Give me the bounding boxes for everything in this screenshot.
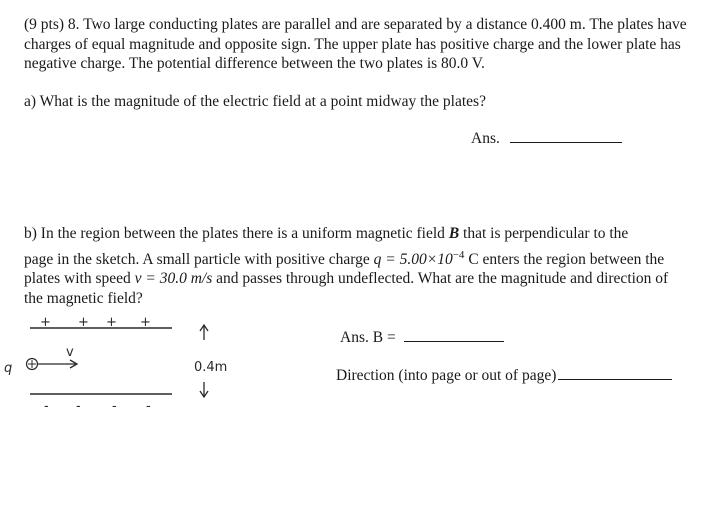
part-b-answer-line	[340, 328, 504, 348]
charge-exponent: −4	[452, 248, 465, 261]
velocity-label: v	[66, 345, 74, 360]
plus-sign: +	[78, 315, 89, 330]
part-b-answer-label: Ans. B =	[340, 329, 396, 346]
magnetic-field-symbol: B	[448, 225, 460, 242]
minus-sign: -	[44, 399, 49, 414]
part-b-text-1: b) In the region between the plates there is a uniform magnetic field	[24, 225, 449, 242]
separation-label: 0.4m	[194, 360, 228, 375]
part-a-answer-blank[interactable]	[510, 141, 622, 143]
part-a-question: a) What is the magnitude of the electric field at a point midway the plates?	[24, 93, 486, 110]
part-b-text-2a: page in the sketch. A small particle with positive charge	[24, 250, 374, 268]
part-b-answer-blank[interactable]	[404, 340, 504, 342]
plus-sign: +	[40, 315, 51, 330]
plus-sign: +	[106, 315, 117, 330]
plus-sign: +	[140, 315, 151, 330]
part-a-answer-line	[471, 129, 622, 149]
part-b-direction-blank[interactable]	[558, 378, 672, 380]
part-b-question	[24, 224, 688, 308]
charge-expression: q = 5.00×10	[373, 250, 453, 268]
part-b-text-2c: and passes through undeflected. What are the magnitude and direction of the magnetic field?	[24, 270, 669, 307]
plates-sketch	[0, 310, 260, 420]
part-b-direction-label: Direction (into page or out of page)	[336, 367, 557, 384]
part-b-text-2b: C enters the region between the plates with speed	[24, 250, 665, 287]
part-b-line-2	[24, 250, 688, 309]
charge-label: q	[4, 361, 13, 376]
part-b-text-2: that is perpendicular to the	[459, 225, 629, 242]
minus-sign: -	[76, 399, 81, 414]
speed-expression: v = 30.0 m/s	[134, 270, 213, 287]
problem-intro: (9 pts) 8. Two large conducting plates are parallel and are separated by a distance 0.400 m. The plates have charges of equal magnitude and opposite sign. The upper plate has positive charge and the lower plate has negative charge. The potential difference between the two plates is 80.0 V.	[24, 16, 687, 72]
part-a-answer-label: Ans.	[471, 130, 500, 147]
minus-sign: -	[112, 399, 117, 414]
minus-sign: -	[146, 399, 151, 414]
part-b-direction-line	[336, 366, 672, 386]
